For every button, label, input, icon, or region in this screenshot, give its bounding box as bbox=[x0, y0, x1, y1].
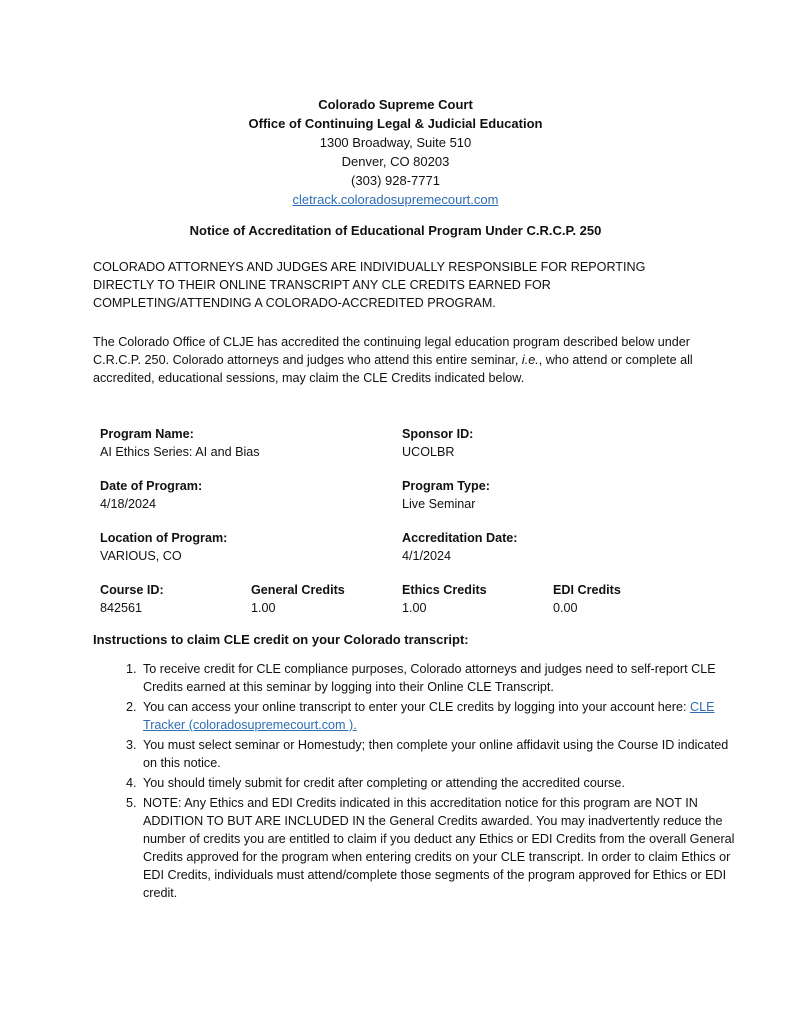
program-location-label: Location of Program: bbox=[100, 531, 228, 545]
intro-text-2: , who attend or complete all accredited, educational sessions, may claim the CLE Credits indicated below. bbox=[93, 353, 693, 385]
address-line-1: 1300 Broadway, Suite 510 bbox=[319, 135, 472, 150]
program-type-field bbox=[402, 477, 490, 513]
program-location-field bbox=[100, 529, 227, 565]
course-id-field bbox=[100, 581, 164, 617]
accreditation-date-label: Accreditation Date: bbox=[402, 531, 518, 545]
program-date-value: 4/18/2024 bbox=[100, 497, 157, 511]
address-line-2: Denver, CO 80203 bbox=[341, 154, 450, 169]
sponsor-id-label: Sponsor ID: bbox=[402, 427, 474, 441]
responsibility-statement: COLORADO ATTORNEYS AND JUDGES ARE INDIVIDUALLY RESPONSIBLE FOR REPORTING DIRECTLY TO THEIR ONLINE TRANSCRIPT ANY CLE CREDITS EARNED FOR COMPLETING/ATTENDING A COLORADO-ACCREDITED PROGRAM. bbox=[93, 260, 646, 310]
program-name-label: Program Name: bbox=[100, 427, 194, 441]
edi-credits-field bbox=[553, 581, 621, 617]
sponsor-id-value: UCOLBR bbox=[402, 445, 455, 459]
intro-text-1: The Colorado Office of CLJE has accredited the continuing legal education program described below under C.R.C.P. 250. Colorado attorneys and judges who attend this entire seminar, bbox=[93, 335, 690, 367]
program-type-label: Program Type: bbox=[402, 479, 490, 493]
general-credits-field bbox=[251, 581, 345, 617]
program-name-field bbox=[100, 425, 260, 461]
program-date-field bbox=[100, 477, 202, 513]
phone-number: (303) 928-7771 bbox=[351, 173, 440, 188]
program-type-value: Live Seminar bbox=[402, 497, 476, 511]
accreditation-date-field bbox=[402, 529, 517, 565]
course-id-value: 842561 bbox=[100, 601, 143, 615]
course-id-label: Course ID: bbox=[100, 583, 164, 597]
sponsor-id-field bbox=[402, 425, 473, 461]
notice-title: Notice of Accreditation of Educational Program Under C.R.C.P. 250 bbox=[189, 223, 602, 238]
instruction-step-3: 3. You must select seminar or Homestudy; then complete your online affidavit using the Course ID indicated on this notice. bbox=[140, 736, 740, 772]
instruction-step-4: 4. You should timely submit for credit after completing or attending the accredited course. bbox=[140, 774, 740, 792]
accreditation-date-value: 4/1/2024 bbox=[402, 549, 452, 563]
ethics-credits-value: 1.00 bbox=[402, 601, 427, 615]
edi-credits-value: 0.00 bbox=[553, 601, 578, 615]
intro-paragraph bbox=[93, 333, 693, 387]
general-credits-value: 1.00 bbox=[251, 601, 276, 615]
instruction-step-1: 1. To receive credit for CLE compliance purposes, Colorado attorneys and judges need to self-report CLE Credits earned at this seminar by logging into their Online CLE Transcript. bbox=[140, 660, 740, 696]
program-name-value: AI Ethics Series: AI and Bias bbox=[100, 445, 260, 459]
program-date-label: Date of Program: bbox=[100, 479, 203, 493]
instruction-step-5: 5. NOTE: Any Ethics and EDI Credits indicated in this accreditation notice for this program are NOT IN ADDITION TO BUT ARE INCLUDED IN the General Credits awarded. You may inadvertently reduce the number of credits you are entitled to claim if you deduct any Ethics or EDI Credits from the overall General Credits approved for the program when entering credits on your CLE transcript. In order to claim Ethics or EDI Credits, individuals must attend/complete those segments of the program approved for Ethics or EDI credit. bbox=[140, 794, 740, 902]
general-credits-label: General Credits bbox=[251, 583, 345, 597]
website-link[interactable]: cletrack.coloradosupremecourt.com bbox=[292, 192, 499, 207]
office-name: Office of Continuing Legal & Judicial Education bbox=[248, 116, 543, 131]
program-location-value: VARIOUS, CO bbox=[100, 549, 182, 563]
instructions-list bbox=[100, 660, 740, 904]
intro-ie: i.e. bbox=[521, 353, 539, 367]
ethics-credits-field bbox=[402, 581, 487, 617]
court-name: Colorado Supreme Court bbox=[318, 97, 473, 112]
instructions-title: Instructions to claim CLE credit on your Colorado transcript: bbox=[93, 632, 469, 647]
ethics-credits-label: Ethics Credits bbox=[402, 583, 487, 597]
edi-credits-label: EDI Credits bbox=[553, 583, 621, 597]
cle-tracker-link[interactable]: CLE Tracker (coloradosupremecourt.com ). bbox=[143, 700, 715, 732]
instruction-step-2 bbox=[140, 698, 740, 734]
instruction-step-2-text: You can access your online transcript to enter your CLE credits by logging into your account here: bbox=[143, 700, 690, 714]
letterhead bbox=[0, 95, 791, 209]
